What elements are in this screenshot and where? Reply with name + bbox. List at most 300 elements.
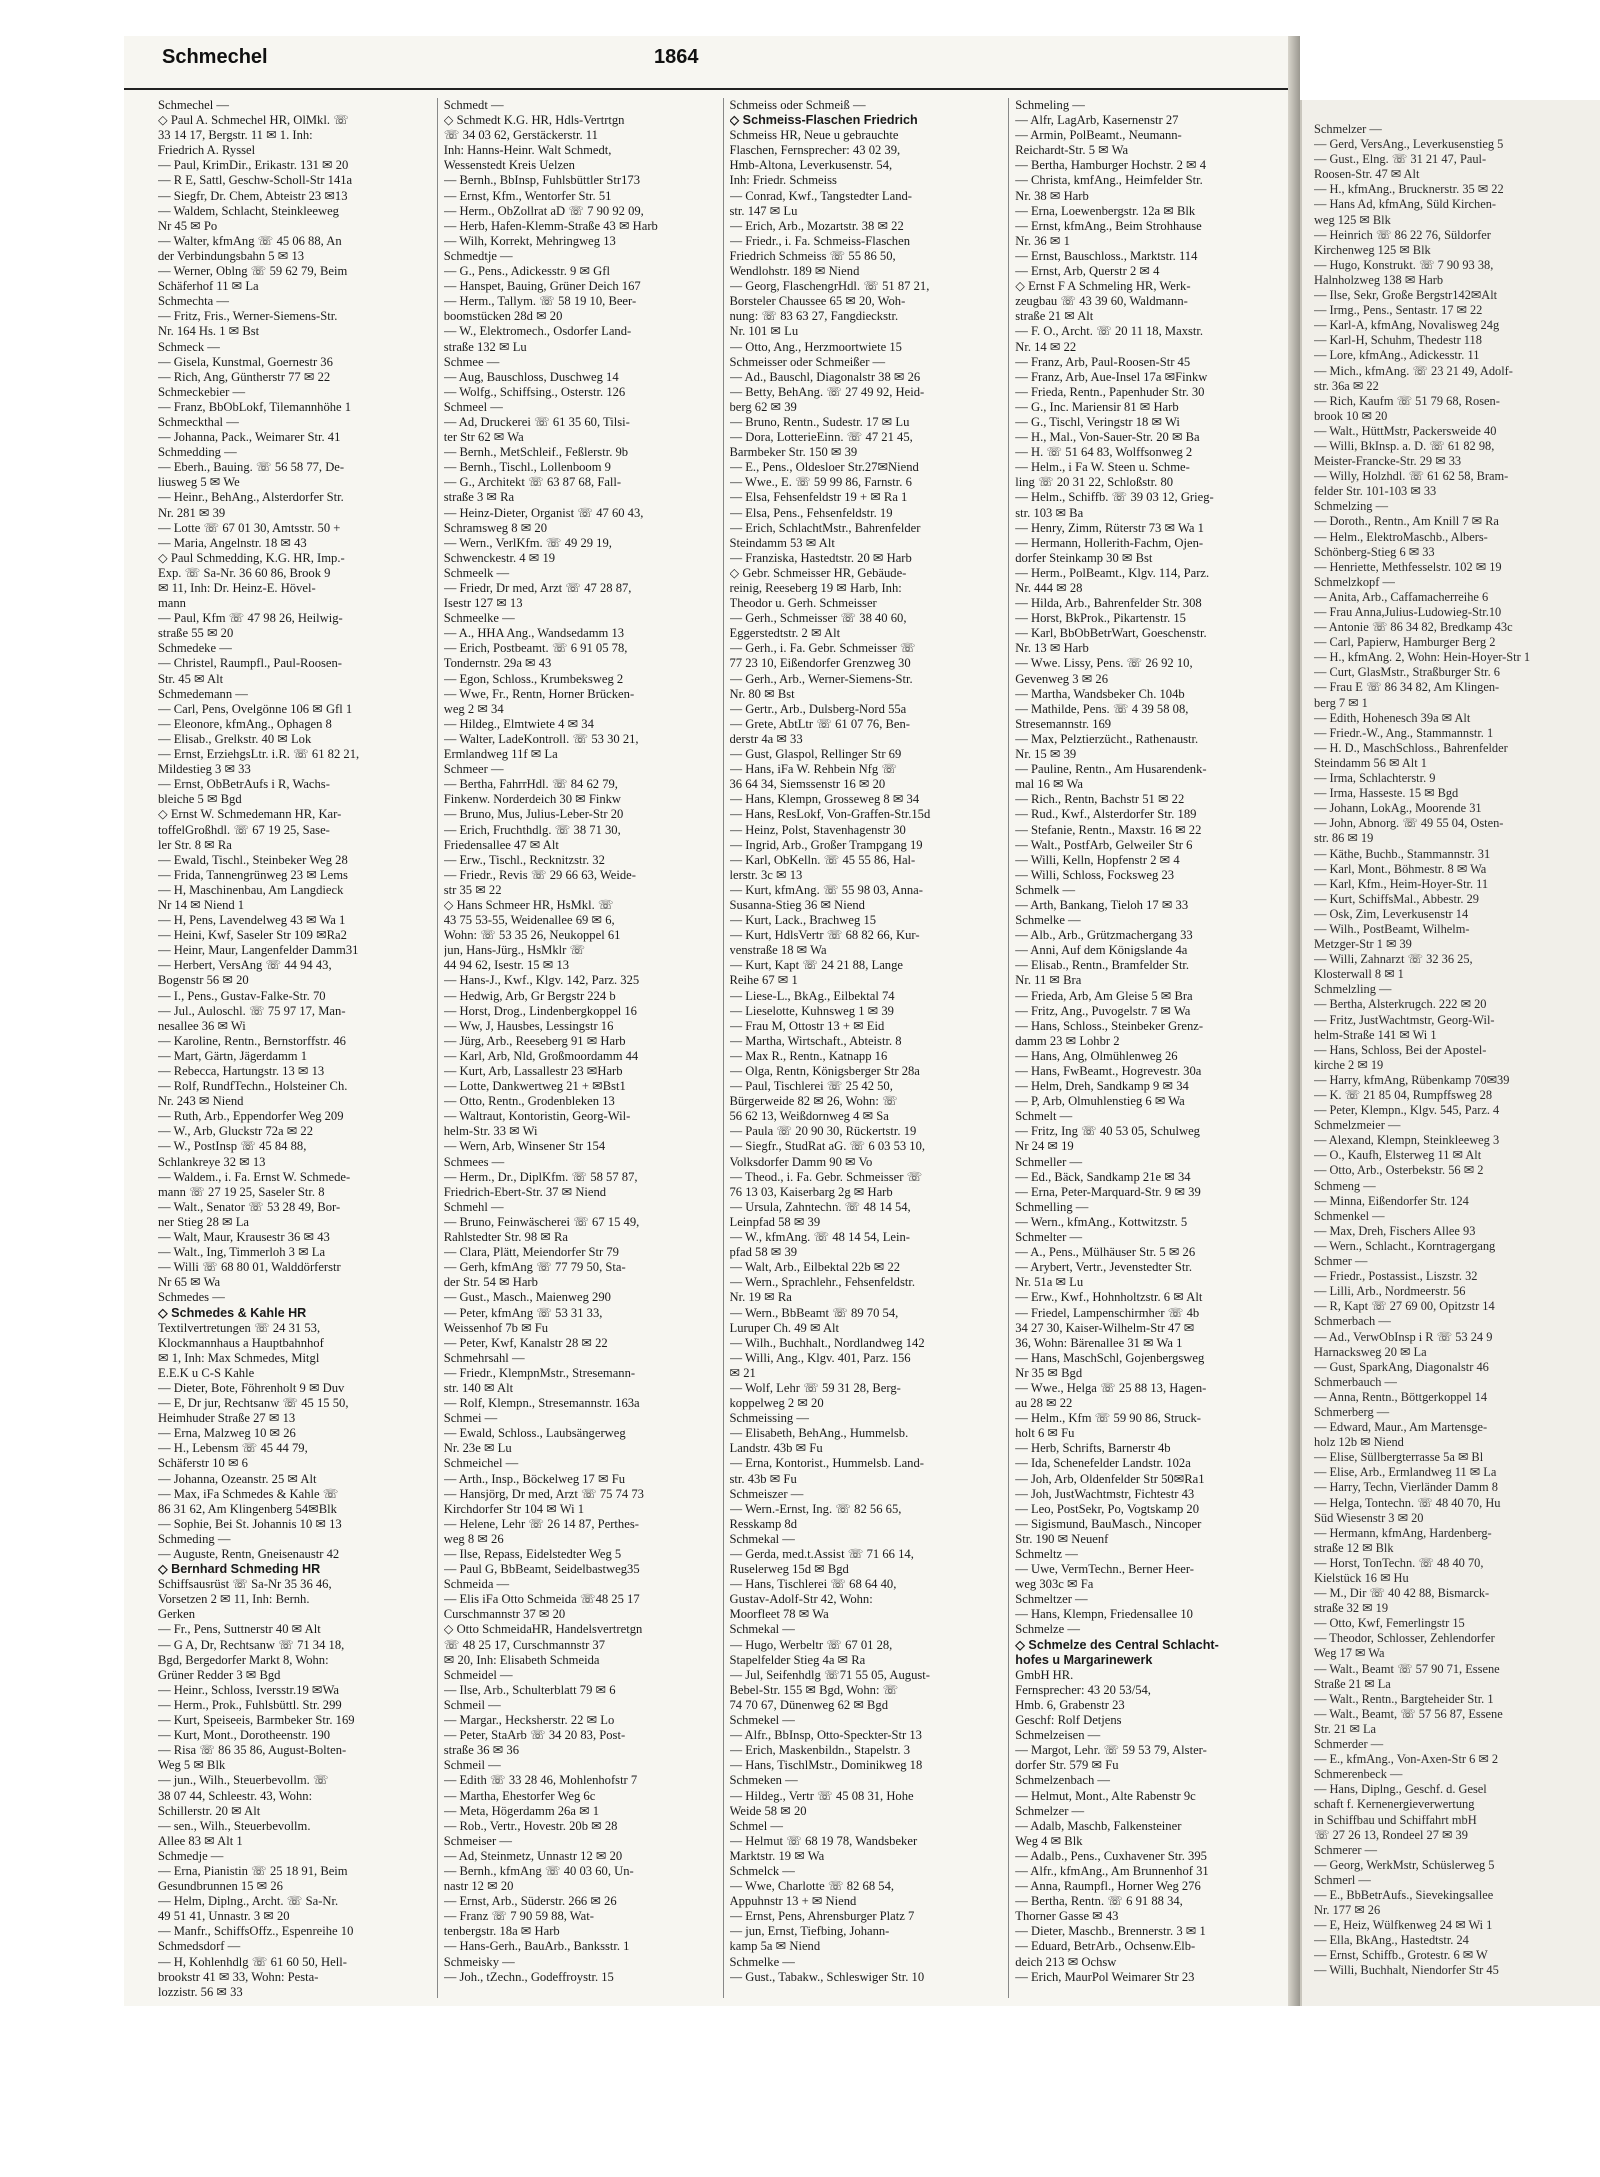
directory-entry-line: Textilvertretungen ☏ 24 31 53, [158, 1320, 321, 1335]
directory-entry-line: — H, Kohlenhdlg ☏ 61 60 50, Hell- [158, 1954, 347, 1969]
facing-page-entry-line: — Osk, Zim, Leverkusenstr 14 [1314, 906, 1469, 921]
directory-entry-line: bleiche 5 ✉ Bgd [158, 792, 242, 807]
directory-entry-line: ◇ Paul Schmedding, K.G. HR, Imp.- [158, 550, 345, 565]
directory-entry-line: derstr 4a ✉ 33 [729, 731, 803, 746]
directory-entry-line: — Sigismund, BauMasch., Nincoper [1015, 1516, 1202, 1531]
directory-entry-line: — Hans, MaschSchl, Gojenbergsweg [1015, 1350, 1205, 1365]
directory-entry-line: — Ernst, Kfm., Wentorfer Str. 51 [443, 188, 612, 203]
directory-entry-line: — Gerh., Schmeisser ☏ 38 40 60, [729, 611, 907, 626]
facing-page-entry-line: Schmerder — [1314, 1737, 1384, 1752]
directory-entry-line: — Herbert, VersAng ☏ 44 94 43, [158, 958, 332, 973]
directory-entry-line: nung: ☏ 83 63 27, Fangdieckstr. [729, 309, 899, 324]
directory-entry-line: — Uwe, VermTechn., Berner Heer- [1015, 1562, 1194, 1577]
directory-entry-line: — Dieter, Bote, Föhrenholt 9 ✉ Duv [158, 1380, 345, 1395]
directory-entry-line: Leinpfad 58 ✉ 39 [729, 1214, 821, 1229]
facing-page-entry-line: — Gust, SparkAng, Diagonalstr 46 [1314, 1359, 1489, 1374]
directory-entry-line: — Rich, Ang, Güntherstr 77 ✉ 22 [158, 369, 331, 384]
directory-entry-line: — Wern., Sprachlehr., Fehsenfeldstr. [729, 1275, 916, 1290]
directory-entry-line: — Ernst, ErziehgsLtr. i.R. ☏ 61 82 21, [158, 747, 360, 762]
directory-entry-line: — Wern., kfmAng., Kottwitzstr. 5 [1015, 1214, 1188, 1229]
directory-entry-line: Schmelk — [1015, 882, 1076, 897]
directory-entry-line: — Herm., Dr., DiplKfm. ☏ 58 57 87, [443, 1169, 638, 1184]
directory-entry-line: — jun., Wilh., Steuerbevollm. ☏ [158, 1773, 329, 1788]
directory-entry-line: — Peter, Kwf, Kanalstr 28 ✉ 22 [443, 1335, 608, 1350]
directory-entry-line: — Lotte, Dankwertweg 21 + ✉Bst1 [443, 1079, 626, 1094]
directory-entry-line: — H., Lebensm ☏ 45 44 79, [158, 1441, 308, 1456]
facing-page-entry-line: — R, Kapt ☏ 27 69 00, Opitzstr 14 [1314, 1299, 1495, 1314]
directory-entry-line: 38 07 44, Schleestr. 43, Wohn: [158, 1788, 313, 1803]
facing-page-entry-line: — K. ☏ 21 85 04, Rumpffsweg 28 [1314, 1088, 1493, 1102]
directory-entry-line: Schmeller — [1015, 1154, 1083, 1169]
directory-entry-line: — Anna, Raumpfl., Horner Weg 276 [1015, 1879, 1201, 1894]
directory-entry-line: — Walt, Maur, Krausestr 36 ✉ 43 [158, 1230, 330, 1245]
directory-entry-line: — Kurt, kfmAng. ☏ 55 98 03, Anna- [729, 882, 923, 897]
directory-entry-line: — Margot, Lehr. ☏ 59 53 79, Alster- [1015, 1743, 1207, 1758]
directory-entry-line: Friedrich-Ebert-Str. 37 ✉ Niend [443, 1184, 607, 1199]
directory-entry-line: — P, Arb, Olmuhlenstieg 6 ✉ Wa [1015, 1094, 1185, 1109]
directory-entry-line: Nr. 243 ✉ Niend [158, 1094, 244, 1109]
directory-entry-line: — Karl, Arb, Nld, Großmoordamm 44 [443, 1048, 639, 1063]
facing-page-entry-line: Schmerbauch — [1314, 1374, 1397, 1389]
facing-page-entry-line: — Ad., VerwObInsp i R ☏ 53 24 9 [1314, 1329, 1493, 1344]
directory-entry-line: Schmeiss HR, Neue u gebrauchte [729, 128, 899, 143]
directory-entry-line: Nr. 11 ✉ Bra [1015, 973, 1082, 988]
directory-entry-line: mann [158, 596, 186, 611]
directory-entry-line: Schwenckestr. 4 ✉ 19 [443, 550, 556, 565]
directory-entry-line: — Helene, Lehr ☏ 26 14 87, Perthes- [443, 1516, 639, 1531]
directory-entry-line: Gevenweg 3 ✉ 26 [1015, 671, 1108, 686]
directory-entry-line: — Friedr., KlempnMstr., Stresemann- [443, 1365, 636, 1380]
directory-entry-line: — Dieter, Maschb., Brennerstr. 3 ✉ 1 [1015, 1924, 1206, 1939]
directory-entry-line: Vorsetzen 2 ✉ 11, Inh: Bernh. [158, 1592, 310, 1607]
directory-entry-line: — Bertha, Hamburger Hochstr. 2 ✉ 4 [1015, 158, 1207, 173]
directory-entry-line: — Wwe., Helga ☏ 25 88 13, Hagen- [1015, 1380, 1207, 1395]
directory-entry-line: — Olga, Rentn, Königsberger Str 28a [729, 1064, 920, 1078]
directory-entry-line: — Wern., VerlKfm. ☏ 49 29 19, [443, 535, 612, 550]
directory-entry-line: — Gust., Masch., Maienweg 290 [443, 1290, 611, 1305]
directory-entry-line: — Egon, Schloss., Krumbeksweg 2 [443, 671, 624, 686]
directory-entry-line: Tondernstr. 29a ✉ 43 [443, 656, 552, 671]
facing-page-entry-line: — Heinrich ☏ 86 22 76, Süldorfer [1314, 227, 1491, 242]
directory-entry-line: Nr. 164 Hs. 1 ✉ Bst [158, 324, 260, 339]
directory-entry-line: — Lieselotte, Kuhnsweg 1 ✉ 39 [729, 1003, 894, 1018]
directory-entry-line: tenbergstr. 18a ✉ Harb [443, 1924, 560, 1939]
directory-entry-line: — Walt., Ing, Timmerloh 3 ✉ La [158, 1245, 326, 1260]
directory-entry-line: Barmbeker Str. 150 ✉ 39 [729, 445, 858, 460]
directory-entry-line: Reichardt-Str. 5 ✉ Wa [1015, 143, 1129, 158]
directory-entry-line: — Lotte ☏ 67 01 30, Amtsstr. 50 + [158, 520, 341, 535]
directory-entry-line: Nr. 51a ✉ Lu [1015, 1275, 1084, 1290]
directory-entry-line: Nr. 38 ✉ Harb [1015, 188, 1089, 203]
directory-entry-line: Schmeissing — [729, 1411, 809, 1426]
directory-entry-line: Schmeidel — [443, 1667, 513, 1682]
directory-entry-line: — Bertha, Rentn. ☏ 6 91 88 34, [1015, 1894, 1183, 1909]
directory-entry-line: — Bernh., MetSchleif., Feßlerstr. 9b [443, 445, 629, 460]
directory-entry-line: — Erich, SchlachtMstr., Bahrenfelder [729, 520, 921, 535]
directory-entry-line: — Heinz, Polst, Stavenhagenstr 30 [729, 822, 906, 837]
facing-page-entry-line: Süd Wiesenstr 3 ✉ 20 [1314, 1510, 1424, 1525]
directory-entry-line: Nr 14 ✉ Niend 1 [158, 897, 245, 912]
facing-page-entry-line: Weg 17 ✉ Wa [1314, 1646, 1385, 1661]
directory-entry-line: Wessenstedt Kreis Uelzen [443, 158, 575, 173]
directory-entry-line: — Max R., Rentn., Katnapp 16 [729, 1048, 888, 1063]
directory-entry-line: — Meta, Högerdamm 26a ✉ 1 [443, 1803, 600, 1818]
facing-page-entry-line: — Irmg., Pens., Sentastr. 17 ✉ 22 [1314, 303, 1483, 318]
directory-entry-line: — Ruth, Arb., Eppendorfer Weg 209 [158, 1109, 344, 1124]
directory-entry-line: Landstr. 43b ✉ Fu [729, 1441, 823, 1456]
directory-entry-line: Schmeisser oder Schmeißer — [729, 354, 886, 369]
directory-entry-line: Heimhuder Straße 27 ✉ 13 [158, 1411, 296, 1426]
directory-entry-line: straße 3 ✉ Ra [443, 490, 515, 505]
directory-entry-line: — Ewald, Schloss., Laubsängerweg [443, 1426, 626, 1441]
directory-entry-line: Bogenstr 56 ✉ 20 [158, 973, 249, 988]
facing-page-entry-line: — Frau E ☏ 86 34 82, Am Klingen- [1314, 680, 1500, 695]
facing-page-entry-line: Schmelzmeier — [1314, 1118, 1401, 1133]
book-gutter [1288, 36, 1300, 2006]
directory-entry-line: Moorfleet 78 ✉ Wa [729, 1607, 829, 1622]
directory-entry-line: — G., Tischl, Veringstr 18 ✉ Wi [1015, 414, 1180, 429]
directory-entry-line: ◇ Ernst F A Schmeling HR, Werk- [1015, 279, 1191, 294]
directory-entry-line: ling ☏ 20 31 22, Schloßstr. 80 [1015, 475, 1174, 490]
directory-entry-line: Curschmannstr 37 ✉ 20 [443, 1607, 566, 1622]
directory-entry-line: kamp 5a ✉ Niend [729, 1939, 821, 1954]
directory-entry-line: — Eduard, BetrArb., Ochsenw.Elb- [1015, 1939, 1196, 1954]
directory-entry-line: Schramsweg 8 ✉ 20 [443, 520, 547, 535]
directory-entry-line: Hmb. 6, Grabenstr 23 [1015, 1697, 1125, 1712]
directory-entry-line: Schmeltzer — [1015, 1592, 1088, 1607]
directory-entry-line: — Walt., Senator ☏ 53 28 49, Bor- [158, 1199, 341, 1214]
directory-entry-line: Nr. 13 ✉ Harb [1015, 641, 1089, 656]
directory-entry-line: — Erich, Postbeamt. ☏ 6 91 05 78, [443, 641, 628, 656]
directory-entry-line: Schmedje — [158, 1848, 224, 1863]
directory-entry-line: Schmelling — [1015, 1199, 1089, 1214]
facing-page-entry-line: Klosterwall 8 ✉ 1 [1314, 967, 1404, 982]
directory-entry-line: Gesundbrunnen 15 ✉ 26 [158, 1879, 283, 1894]
directory-entry-line: Steindamm 53 ✉ Alt [729, 535, 835, 550]
directory-entry-line: Ermlandweg 11f ✉ La [443, 747, 558, 762]
directory-entry-line: — Erich, Arb., Mozartstr. 38 ✉ 22 [729, 218, 904, 233]
directory-entry-line: — Elsa, Fehsenfeldstr 19 + ✉ Ra 1 [729, 490, 908, 505]
directory-entry-line: — Wilh., Buchhalt., Nordlandweg 142 [729, 1335, 925, 1350]
directory-entry-line: 34 27 30, Kaiser-Wilhelm-Str 47 ✉ [1015, 1320, 1195, 1335]
directory-entry-line: au 28 ✉ 22 [1015, 1396, 1073, 1411]
directory-entry-line: — Heinz-Dieter, Organist ☏ 47 60 43, [443, 505, 644, 520]
directory-entry-line: Allee 83 ✉ Alt 1 [158, 1833, 243, 1848]
facing-page-entry-line: — Alexand, Klempn, Steinkleeweg 3 [1314, 1133, 1500, 1148]
directory-entry-line: toffelGroßhdl. ☏ 67 19 25, Sase- [158, 822, 330, 837]
directory-entry-line: — Erich, Maskenbildn., Stapelstr. 3 [729, 1743, 910, 1758]
directory-entry-line: Geschf: Rolf Detjens [1015, 1713, 1122, 1728]
directory-entry-line: ☏ 48 25 17, Curschmannstr 37 [443, 1637, 606, 1652]
directory-entry-line: Bürgerweide 82 ✉ 26, Wohn: ☏ [729, 1094, 898, 1109]
directory-entry-line: dorfer Str. 579 ✉ Fu [1015, 1758, 1119, 1773]
directory-entry-line: Schmechel — [158, 98, 229, 112]
directory-entry-line: — Heini, Kwf, Saseler Str 109 ✉Ra2 [158, 928, 347, 943]
directory-entry-line: Schmelke — [1015, 913, 1081, 928]
facing-page-entry-line: — Willi, Buchhalt, Niendorfer Str 45 [1314, 1963, 1499, 1978]
facing-page-entry-line: — H., kfmAng. 2, Wohn: Hein-Hoyer-Str 1 [1314, 650, 1531, 665]
facing-page-entry-line: — Anna, Rentn., Böttgerkoppel 14 [1314, 1389, 1488, 1404]
facing-page-entry-line: — Lilli, Arb., Nordmeerstr. 56 [1314, 1284, 1466, 1299]
directory-entry-line: — Walt., PostfArb, Gelweiler Str 6 [1015, 837, 1193, 852]
directory-entry-line: — Bernh., kfmAng ☏ 40 03 60, Un- [443, 1863, 634, 1878]
directory-entry-line: nesallee 36 ✉ Wi [158, 1018, 246, 1033]
directory-entry-line: Schmelzer — [1015, 1803, 1085, 1818]
directory-entry-line: — Helm., Schiffb. ☏ 39 03 12, Grieg- [1015, 490, 1214, 505]
facing-page-entry-line: — Theodor, Schlosser, Zehlendorfer [1314, 1631, 1495, 1646]
directory-entry-line: — Walt, Arb., Eilbektal 22b ✉ 22 [729, 1260, 901, 1275]
directory-entry-line: — Georg, FlaschengrHdl. ☏ 51 87 21, [729, 279, 930, 294]
directory-entry-line: — Heinr., BehAng., Alsterdorfer Str. [158, 490, 344, 505]
directory-entry-line: — Hans, Tischlerei ☏ 68 64 40, [729, 1577, 897, 1592]
facing-page-entry-line: — Bertha, Alsterkrugch. 222 ✉ 20 [1314, 997, 1487, 1012]
directory-entry-line: Schmekal — [729, 1622, 795, 1637]
directory-entry-line: Ruselerweg 15d ✉ Bgd [729, 1562, 849, 1577]
directory-entry-line: jun, Hans-Jürg., HsMklr ☏ [443, 943, 586, 958]
directory-entry-line: 86 31 62, Am Klingenberg 54✉Blk [158, 1501, 337, 1516]
running-head-surname: Schmechel [162, 46, 268, 68]
facing-page-entry-line: — Helm., ElektroMaschb., Albers- [1314, 529, 1488, 544]
directory-entry-line: Schmelt — [1015, 1109, 1073, 1124]
directory-entry-line: Schmeil — [443, 1758, 501, 1773]
directory-entry-line: — Henry, Zimm, Rüterstr 73 ✉ Wa 1 [1015, 520, 1204, 535]
directory-entry-line: — Max, Pelztierzücht., Rathenaustr. [1015, 731, 1199, 746]
directory-entry-line: weg 303c ✉ Fa [1015, 1577, 1094, 1592]
directory-entry-line: — Mart, Gärtn, Jägerdamm 1 [158, 1048, 307, 1063]
facing-page-entry-line: — Edward, Maur., Am Martensge- [1314, 1420, 1488, 1435]
directory-entry-line: — Hans-Gerh., BauArb., Banksstr. 1 [443, 1939, 630, 1954]
directory-entry-line: — Ingrid, Arb., Großer Trampgang 19 [729, 837, 923, 852]
directory-entry-line: — Bruno, Rentn., Sudestr. 17 ✉ Lu [729, 414, 910, 429]
directory-entry-line: ◇ Schmelze des Central Schlacht- [1015, 1637, 1219, 1652]
directory-entry-line: — Frau M, Ottostr 13 + ✉ Eid [729, 1018, 885, 1033]
directory-entry-line: ✉ 1, Inh: Max Schmedes, Mitgl [158, 1350, 320, 1365]
directory-entry-line: — Ad, Druckerei ☏ 61 35 60, Tilsi- [443, 414, 630, 429]
directory-entry-line: Flaschen, Fernsprecher: 43 02 39, [729, 143, 901, 158]
directory-entry-line: Schmeding — [158, 1531, 231, 1546]
directory-entry-line: — Helm., Kfm ☏ 59 90 86, Struck- [1015, 1411, 1201, 1426]
directory-entry-line: Resskamp 8d [729, 1516, 798, 1531]
facing-page-entry-line: — Harry, kfmAng, Rübenkamp 70✉39 [1314, 1072, 1510, 1087]
directory-entry-line: Appuhnstr 13 + ✉ Niend [729, 1894, 857, 1909]
directory-entry-line: — Ad., Bauschl, Diagonalstr 38 ✉ 26 [729, 369, 921, 384]
directory-entry-line: Schmedt — [443, 98, 504, 112]
directory-entry-line: — Rebecca, Hartungstr. 13 ✉ 13 [158, 1064, 325, 1078]
directory-entry-line: — jun, Ernst, Tiefbing, Johann- [729, 1924, 890, 1939]
directory-entry-line: straße 36 ✉ 36 [443, 1743, 520, 1758]
directory-entry-line: — Erna, Kontorist., Hummelsb. Land- [729, 1456, 924, 1471]
directory-entry-line: — G., Inc. Mariensir 81 ✉ Harb [1015, 399, 1179, 414]
directory-entry-line: Schmechta — [158, 294, 229, 309]
directory-entry-line: — Rud., Kwf., Alsterdorfer Str. 189 [1015, 807, 1197, 822]
directory-entry-line: — Elisabeth, BehAng., Hummelsb. [729, 1426, 909, 1441]
facing-page-entry-line: — Lore, kfmAng., Adickesstr. 11 [1314, 348, 1480, 363]
directory-entry-line: — Wern.-Ernst, Ing. ☏ 82 56 65, [729, 1501, 902, 1516]
directory-entry-line: — H, Pens, Lavendelweg 43 ✉ Wa 1 [158, 913, 346, 928]
directory-entry-line: Rahlstedter Str. 98 ✉ Ra [443, 1230, 568, 1245]
directory-entry-line: — A., HHA Ang., Wandsedamm 13 [443, 626, 625, 641]
facing-page-entry-line: — Käthe, Buchb., Stammannstr. 31 [1314, 846, 1491, 861]
directory-entry-line: — W., Arb, Gluckstr 72a ✉ 22 [158, 1124, 314, 1139]
directory-entry-line: 74 70 67, Dünenweg 62 ✉ Bgd [729, 1697, 889, 1712]
directory-entry-line: — Walter, kfmAng ☏ 45 06 88, An [158, 233, 342, 248]
facing-page-entry-line: — E., BbBetrAufs., Sievekingsallee [1314, 1887, 1494, 1902]
directory-entry-line: — Ida, Schenefelder Landstr. 102a [1015, 1456, 1191, 1471]
facing-page-entry-line: — Fritz, JustWachtmstr, Georg-Wil- [1314, 1012, 1495, 1027]
directory-entry-line: Stapelfelder Stieg 4a ✉ Ra [729, 1652, 866, 1667]
directory-entry-line: — Johanna, Ozeanstr. 25 ✉ Alt [158, 1471, 317, 1486]
directory-entry-line: — H., Mal., Von-Sauer-Str. 20 ✉ Ba [1015, 430, 1200, 445]
directory-entry-line: — Elisab., Rentn., Bramfelder Str. [1015, 958, 1190, 973]
directory-entry-line: 76 13 03, Kaiserbarg 2g ✉ Harb [729, 1184, 893, 1199]
directory-page [124, 36, 1300, 2006]
directory-entry-line: lerstr. 3c ✉ 13 [729, 867, 803, 882]
directory-entry-line: — Max, iFa Schmedes & Kahle ☏ [158, 1486, 339, 1501]
directory-entry-line: — Ewald, Tischl., Steinbeker Weg 28 [158, 852, 348, 867]
directory-entry-line: — Herb, Schrifts, Barnerstr 4b [1015, 1441, 1171, 1456]
directory-entry-line: — Bernh., BbInsp, Fuhlsbüttler Str173 [443, 173, 641, 188]
directory-entry-line: Fernsprecher: 43 20 53/54, [1015, 1682, 1151, 1697]
facing-page-entry-line: Kielstück 16 ✉ Hu [1314, 1571, 1409, 1585]
facing-page-entry-line: Schmelzkopf — [1314, 574, 1395, 589]
directory-entry-line: — Helm, Dreh, Sandkamp 9 ✉ 34 [1015, 1079, 1189, 1094]
facing-page-column [1314, 122, 1600, 1982]
directory-entry-line: — Frieda, Arb, Am Gleise 5 ✉ Bra [1015, 988, 1193, 1003]
directory-entry-line: str 35 ✉ 22 [443, 882, 502, 897]
facing-page-entry-line: Meister-Francke-Str. 29 ✉ 33 [1314, 454, 1462, 469]
directory-entry-line: Theodor u. Gerh. Schmeisser [729, 596, 877, 611]
directory-entry-line: — Theod., i. Fa. Gebr. Schmeisser ☏ [729, 1169, 923, 1184]
directory-entry-line: Schmeelk — [443, 565, 510, 580]
directory-entry-line: Schmeltz — [1015, 1547, 1078, 1561]
directory-entry-line: Nr. 14 ✉ 22 [1015, 339, 1077, 354]
directory-entry-line: — Hermann, Hollerith-Fachm, Ojen- [1015, 535, 1204, 550]
facing-page-entry-line: — M., Dir ☏ 40 42 88, Bismarck- [1314, 1586, 1490, 1601]
directory-entry-line: Schmee — [443, 354, 500, 369]
directory-entry-line: — Paul, Tischlerei ☏ 25 42 50, [729, 1079, 893, 1094]
directory-entry-line: Schmeling — [1015, 98, 1085, 112]
directory-entry-line: — Frieda, Rentn., Papenhuder Str. 30 [1015, 384, 1205, 399]
facing-page-entry-line: in Schiffbau und Schiffahrt mbH [1314, 1812, 1477, 1827]
directory-entry-line: — Kurt, Arb, Lassallestr 23 ✉Harb [443, 1064, 623, 1078]
page-header [124, 36, 1300, 90]
directory-entry-line: Friedensallee 47 ✉ Alt [443, 837, 559, 852]
directory-entry-line: — Hansjörg, Dr med, Arzt ☏ 75 74 73 [443, 1486, 644, 1501]
directory-entry-line: Volksdorfer Damm 90 ✉ Vo [729, 1154, 873, 1169]
directory-entry-line: Schillerstr. 20 ✉ Alt [158, 1803, 261, 1818]
directory-entry-line: lozzistr. 56 ✉ 33 [158, 1984, 243, 1998]
facing-page-entry-line: berg 7 ✉ 1 [1314, 695, 1368, 710]
directory-entry-line: — Hans, Klempn, Grosseweg 8 ✉ 34 [729, 792, 920, 807]
facing-page-entry-line: — Elise, Süllbergterrasse 5a ✉ Bl [1314, 1450, 1484, 1465]
directory-entry-line: reinig, Reeseberg 19 ✉ Harb, Inh: [729, 581, 902, 595]
directory-entry-line: Schmeil — [443, 1697, 501, 1712]
facing-page-entry-line: — Harry, Techn, Vierländer Damm 8 [1314, 1480, 1498, 1495]
directory-entry-line: ✉ 11, Inh: Dr. Heinz-E. Hövel- [158, 581, 316, 595]
directory-entry-line: — Martha, Ehestorfer Weg 6c [443, 1788, 596, 1803]
directory-entry-line: — Martha, Wandsbeker Ch. 104b [1015, 686, 1185, 701]
directory-entry-line: Schmeck — [158, 339, 220, 354]
facing-page-entry-line: — Irma, Hasseste. 15 ✉ Bgd [1314, 786, 1459, 801]
directory-entry-line: — Hanspet, Bauing, Grüner Deich 167 [443, 279, 641, 294]
directory-entry-line: — Anni, Auf dem Königslande 4a [1015, 943, 1188, 958]
directory-column-2 [437, 98, 713, 1998]
directory-entry-line: — Peter, kfmAng ☏ 53 31 33, [443, 1305, 603, 1320]
directory-entry-line: — Helmut, Mont., Alte Rabenstr 9c [1015, 1788, 1196, 1803]
directory-entry-line: Schmeiszer — [729, 1486, 804, 1501]
directory-entry-line: — Ww, J, Hausbes, Lessingstr 16 [443, 1018, 614, 1033]
directory-entry-line: — Adalb., Pens., Cuxhavener Str. 395 [1015, 1848, 1207, 1863]
directory-entry-line: — Hans, TischlMstr., Dominikweg 18 [729, 1758, 923, 1773]
directory-entry-line: — Hugo, Werbeltr ☏ 67 01 28, [729, 1637, 893, 1652]
directory-entry-line: — Siegfr, Dr. Chem, Abteistr 23 ✉13 [158, 188, 348, 203]
facing-page-entry-line: — Walt., Rentn., Bargteheider Str. 1 [1314, 1691, 1494, 1706]
directory-entry-line: — Jul., Auloschl. ☏ 75 97 17, Man- [158, 1003, 346, 1018]
directory-entry-line: — sen., Wilh., Steuerbevollm. [158, 1818, 311, 1833]
directory-entry-line: — Helm., i Fa W. Steen u. Schme- [1015, 460, 1190, 475]
directory-entry-line: Schmekal — [729, 1531, 795, 1546]
facing-page-entry-line: — Frau Anna,Julius-Ludowieg-Str.10 [1314, 605, 1502, 619]
directory-entry-line: — Frida, Tannengrünweg 23 ✉ Lems [158, 867, 348, 882]
directory-entry-line: 77 23 10, Eißendorfer Grenzweg 30 [729, 656, 911, 671]
directory-entry-line: — Wern, Arb, Winsener Str 154 [443, 1139, 606, 1154]
facing-page-entry-line: — Irma, Schlachterstr. 9 [1314, 771, 1436, 786]
directory-column-4 [1008, 98, 1284, 1998]
facing-page-entry-line: straße 12 ✉ Blk [1314, 1540, 1394, 1555]
directory-entry-line: — Paul, Kfm ☏ 47 98 26, Heilwig- [158, 611, 343, 626]
facing-page-entry-line: Str. 21 ✉ La [1314, 1721, 1377, 1736]
directory-entry-line: E.E.K u C-S Kahle [158, 1365, 255, 1380]
directory-entry-line: — Bernh., Tischl., Lollenboom 9 [443, 460, 611, 475]
directory-entry-line: Gerken [158, 1607, 196, 1622]
directory-entry-line: — Helm, Diplng., Archt. ☏ Sa-Nr. [158, 1894, 339, 1909]
directory-entry-line: der Verbindungsbahn 5 ✉ 13 [158, 248, 305, 263]
directory-entry-line: nastr 12 ✉ 20 [443, 1879, 514, 1894]
directory-entry-line: — Hildeg., Elmtwiete 4 ✉ 34 [443, 716, 594, 731]
directory-entry-line: — Horst, BkProk., Pikartenstr. 15 [1015, 611, 1186, 626]
facing-page-entry-line: — Ernst, Schiffb., Grotestr. 6 ✉ W [1314, 1948, 1488, 1963]
directory-entry-line: ◇ Gebr. Schmeisser HR, Gebäude- [729, 565, 907, 580]
directory-entry-line: — Ernst, kfmAng., Beim Strohhause [1015, 218, 1202, 233]
directory-entry-line: Nr. 281 ✉ 39 [158, 505, 226, 520]
directory-entry-line: straße 132 ✉ Lu [443, 339, 527, 354]
directory-entry-line: — Fritz, Ang., Puvogelstr. 7 ✉ Wa [1015, 1003, 1191, 1018]
facing-page-entry-line: — Wern., Schlacht., Korntragergang [1314, 1238, 1496, 1253]
facing-page-entry-line: str. 86 ✉ 19 [1314, 831, 1374, 846]
directory-entry-line: Nr. 80 ✉ Bst [729, 686, 795, 701]
directory-entry-line: Grüner Redder 3 ✉ Bgd [158, 1667, 281, 1682]
directory-entry-line: — G., Pens., Adickesstr. 9 ✉ Gfl [443, 264, 610, 279]
directory-entry-line: — Christa, kmfAng., Heimfelder Str. [1015, 173, 1203, 188]
facing-page-entry-line: str. 36a ✉ 22 [1314, 378, 1379, 393]
directory-entry-line: Weg 5 ✉ Blk [158, 1758, 226, 1773]
directory-entry-line: ◇ Schmedt K.G. HR, Hdls-Vertrtgn [443, 113, 625, 128]
directory-entry-line: — Walter, LadeKontroll. ☏ 53 30 21, [443, 731, 639, 746]
directory-entry-line: — Karoline, Rentn., Bernstorffstr. 46 [158, 1033, 346, 1048]
directory-entry-line: — Herm., Tallym. ☏ 58 19 10, Beer- [443, 294, 637, 309]
facing-page-entry-line: Schmerl — [1314, 1872, 1371, 1887]
facing-page-entry-line: Steindamm 56 ✉ Alt 1 [1314, 755, 1427, 770]
directory-entry-line: — Kurt, Speiseeis, Barmbeker Str. 169 [158, 1713, 355, 1728]
directory-entry-line: — W., kfmAng. ☏ 48 14 54, Lein- [729, 1230, 911, 1245]
directory-entry-line: pfad 58 ✉ 39 [729, 1245, 798, 1260]
facing-page-entry-line: Schmeng — [1314, 1178, 1376, 1193]
directory-entry-line: — Herm., ObZollrat aD ☏ 7 90 92 09, [443, 203, 644, 218]
directory-entry-line: Schmeelke — [443, 611, 515, 626]
directory-entry-line: — R E, Sattl, Geschw-Scholl-Str 141a [158, 173, 353, 188]
directory-entry-line: — Ilse, Repass, Eidelstedter Weg 5 [443, 1547, 622, 1561]
directory-entry-line: 44 94 62, Isestr. 15 ✉ 13 [443, 958, 570, 973]
